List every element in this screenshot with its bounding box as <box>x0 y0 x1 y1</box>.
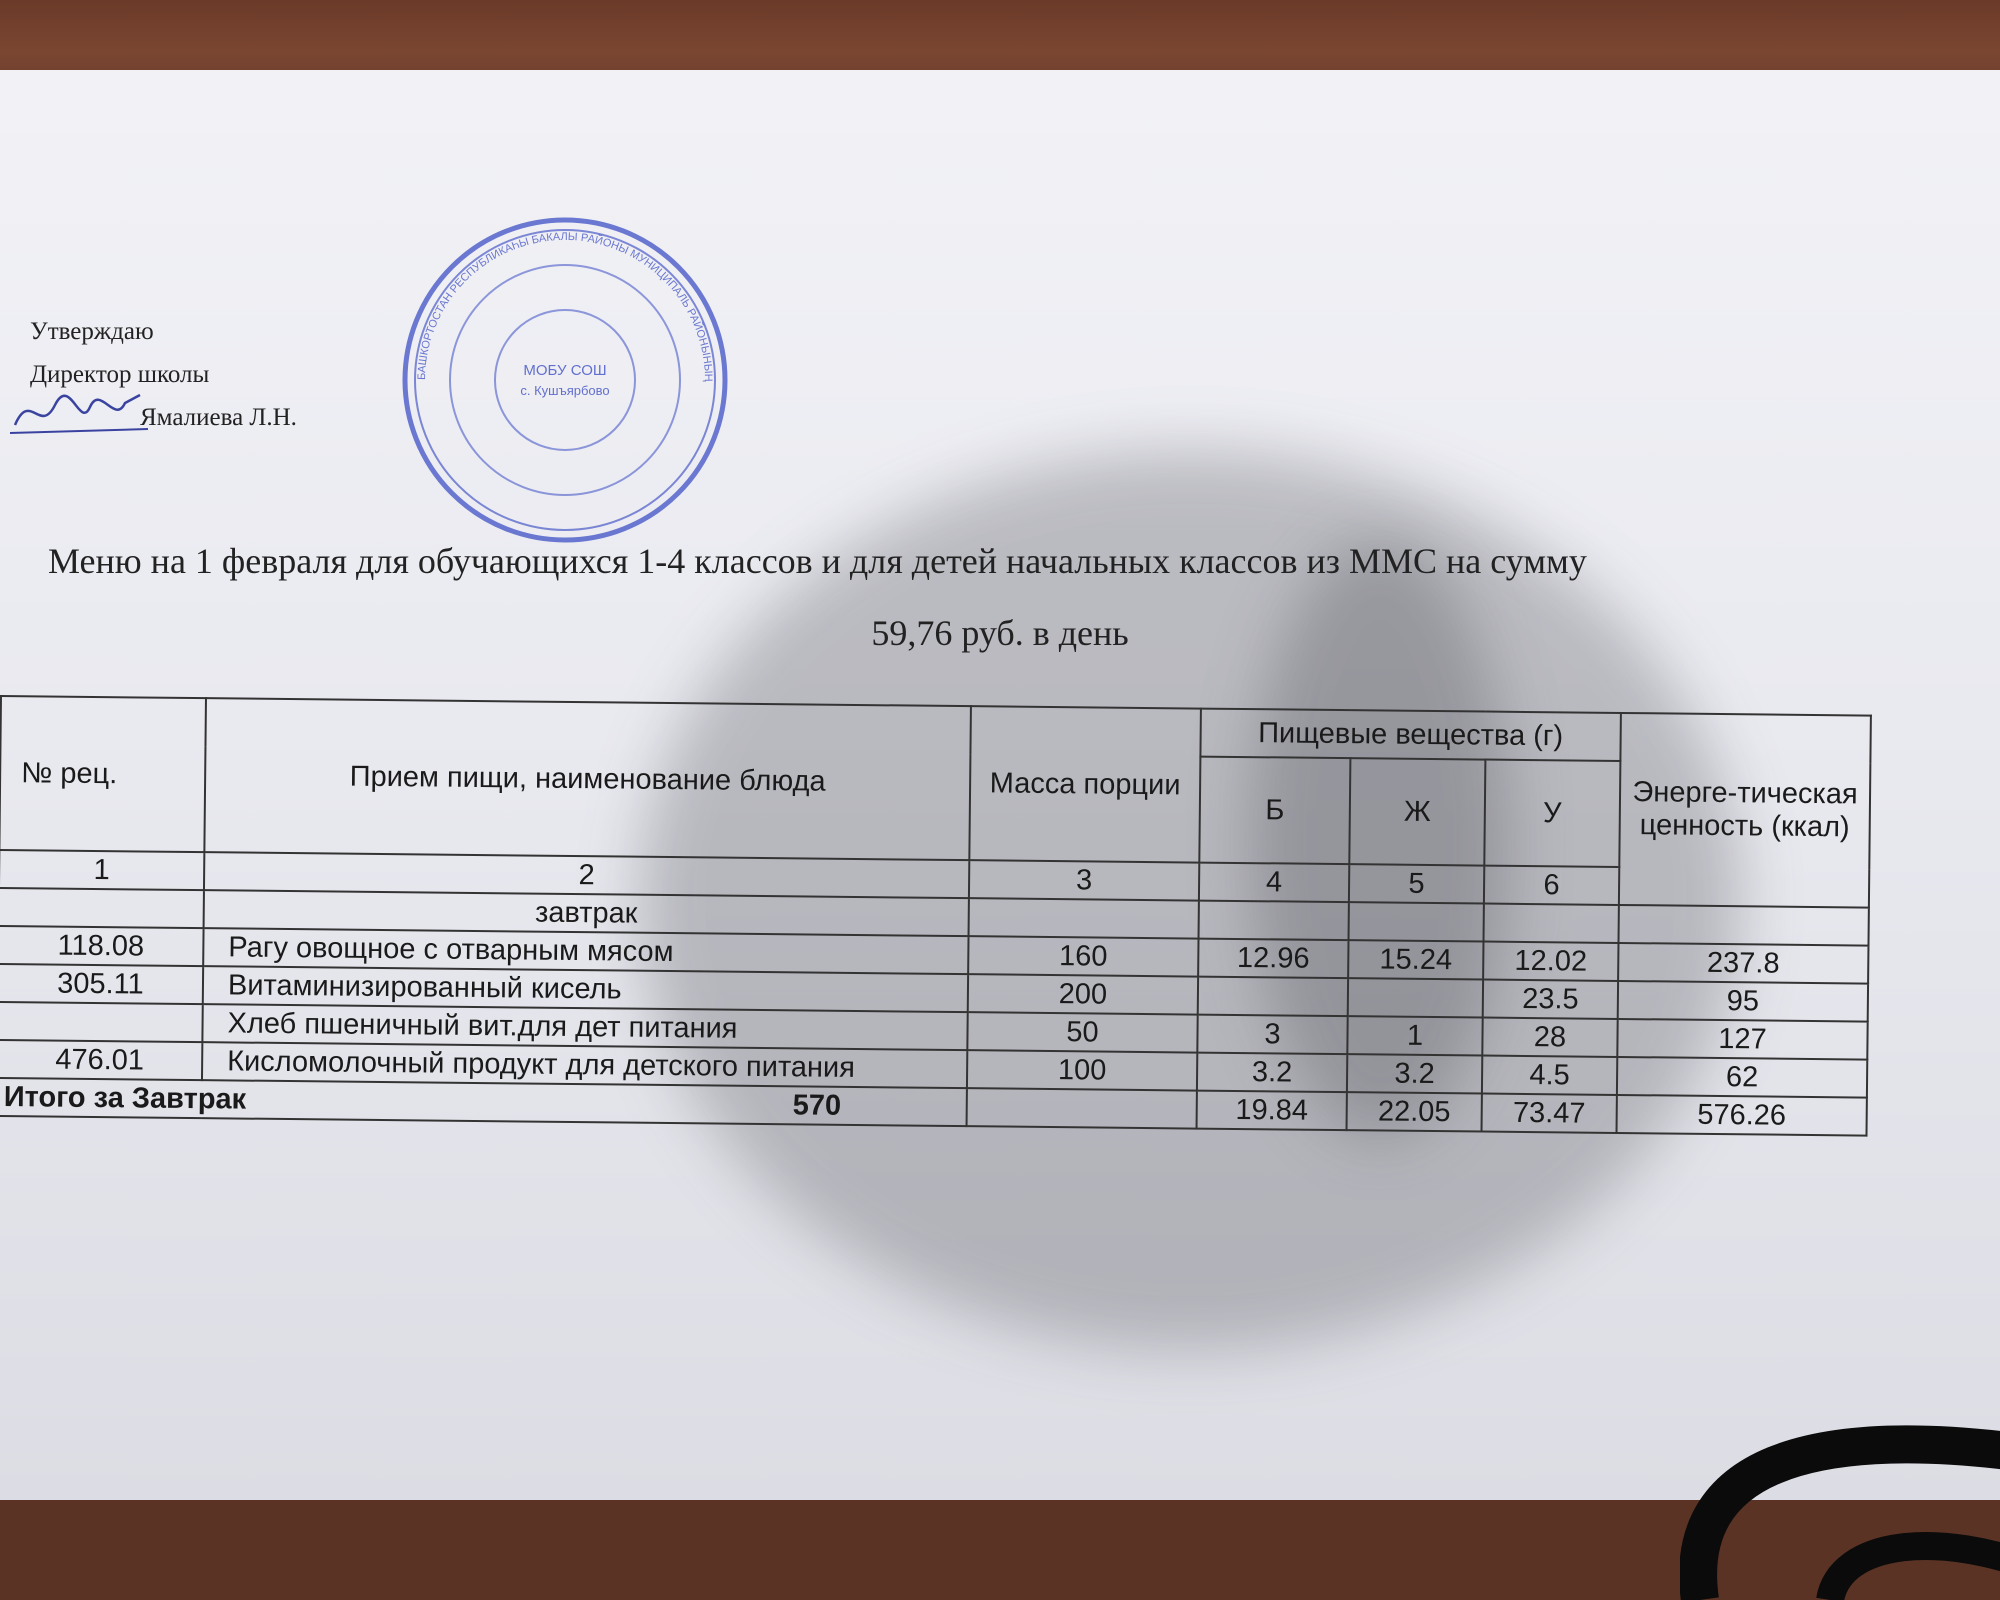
stamp-ring-text: БАШКОРТОСТАН РЕСПУБЛИКАҺЫ БАКАЛЫ РАЙОНЫ МУНИЦИПАЛЬ РАЙОНЫНЫҢ <box>415 230 715 382</box>
svg-text:БАШКОРТОСТАН РЕСПУБЛИКАҺЫ БАКА <box>416 231 714 382</box>
approval-title: Утверждаю <box>30 318 154 345</box>
col-number: 5 <box>1349 864 1484 903</box>
col-number: 2 <box>204 852 969 898</box>
empty-cell <box>1618 905 1868 946</box>
total-kcal: 576.26 <box>1617 1095 1867 1136</box>
row-num <box>0 1002 203 1042</box>
row-mass: 50 <box>967 1012 1197 1052</box>
row-mass: 160 <box>968 936 1198 976</box>
total-u: 73.47 <box>1482 1094 1617 1133</box>
row-b: 3.2 <box>1197 1053 1347 1093</box>
empty-cell <box>967 1088 1197 1128</box>
col-number: 3 <box>969 860 1199 900</box>
stamp-center-line2: с. Кушъярбово <box>520 383 610 398</box>
row-b: 3 <box>1197 1015 1347 1055</box>
empty-cell <box>1199 901 1349 941</box>
row-num: 476.01 <box>0 1040 202 1080</box>
row-num: 305.11 <box>0 964 203 1004</box>
col-number: 6 <box>1484 866 1619 905</box>
school-stamp <box>395 215 735 545</box>
stamp-center-line1: МОБУ СОШ <box>523 362 607 379</box>
header-energy: Энерге-тическая ценность (ккал) <box>1619 713 1871 908</box>
col-number: 4 <box>1199 863 1349 903</box>
empty-cell <box>0 888 204 928</box>
approval-position: Директор школы <box>30 361 210 388</box>
menu-title-line1: Меню на 1 февраля для обучающихся 1-4 классов и для детей начальных классов из ММС на сумму <box>48 541 1587 581</box>
section-label: завтрак <box>204 890 969 936</box>
row-mass: 100 <box>967 1050 1197 1090</box>
row-u: 4.5 <box>1482 1056 1617 1095</box>
row-name: Рагу овощное с отварным мясом <box>203 928 968 974</box>
header-nutrients: Пищевые вещества (г) <box>1200 709 1620 761</box>
menu-table <box>0 695 1872 1137</box>
empty-cell <box>1483 904 1618 943</box>
row-mass: 200 <box>968 974 1198 1014</box>
row-zh <box>1348 978 1483 1017</box>
col-number: 1 <box>0 850 204 890</box>
empty-cell <box>1349 902 1484 941</box>
menu-title-line2: 59,76 руб. в день <box>871 613 1129 653</box>
row-u: 12.02 <box>1483 942 1618 981</box>
row-name: Кисломолочный продукт для детского питания <box>202 1042 967 1088</box>
row-name: Витаминизированный кисель <box>203 966 968 1012</box>
header-num: № рец. <box>0 696 206 852</box>
row-u: 23.5 <box>1483 980 1618 1019</box>
total-mass: 570 <box>792 1088 842 1122</box>
row-b <box>1198 977 1348 1017</box>
row-zh: 1 <box>1347 1016 1482 1055</box>
total-zh: 22.05 <box>1347 1092 1482 1131</box>
row-kcal: 95 <box>1618 981 1868 1022</box>
header-u: У <box>1484 760 1620 867</box>
row-num: 118.08 <box>0 926 204 966</box>
row-name: Хлеб пшеничный вит.для дет питания <box>202 1004 967 1050</box>
approval-name: Ямалиева Л.Н. <box>140 404 297 431</box>
row-kcal: 237.8 <box>1618 943 1868 984</box>
row-kcal: 127 <box>1617 1019 1867 1060</box>
header-zh: Ж <box>1349 758 1485 865</box>
row-zh: 3.2 <box>1347 1054 1482 1093</box>
handwritten-signature <box>10 385 150 440</box>
empty-cell <box>969 898 1199 938</box>
row-zh: 15.24 <box>1348 940 1483 979</box>
row-kcal: 62 <box>1617 1057 1867 1098</box>
row-u: 28 <box>1482 1018 1617 1057</box>
total-b: 19.84 <box>1197 1091 1347 1131</box>
row-b: 12.96 <box>1198 939 1348 979</box>
total-label: Итого за Завтрак <box>3 1080 247 1116</box>
header-b: Б <box>1199 757 1350 865</box>
header-name: Прием пищи, наименование блюда <box>204 698 971 860</box>
header-mass: Масса порции <box>969 706 1201 862</box>
black-cord <box>1680 1340 2000 1600</box>
